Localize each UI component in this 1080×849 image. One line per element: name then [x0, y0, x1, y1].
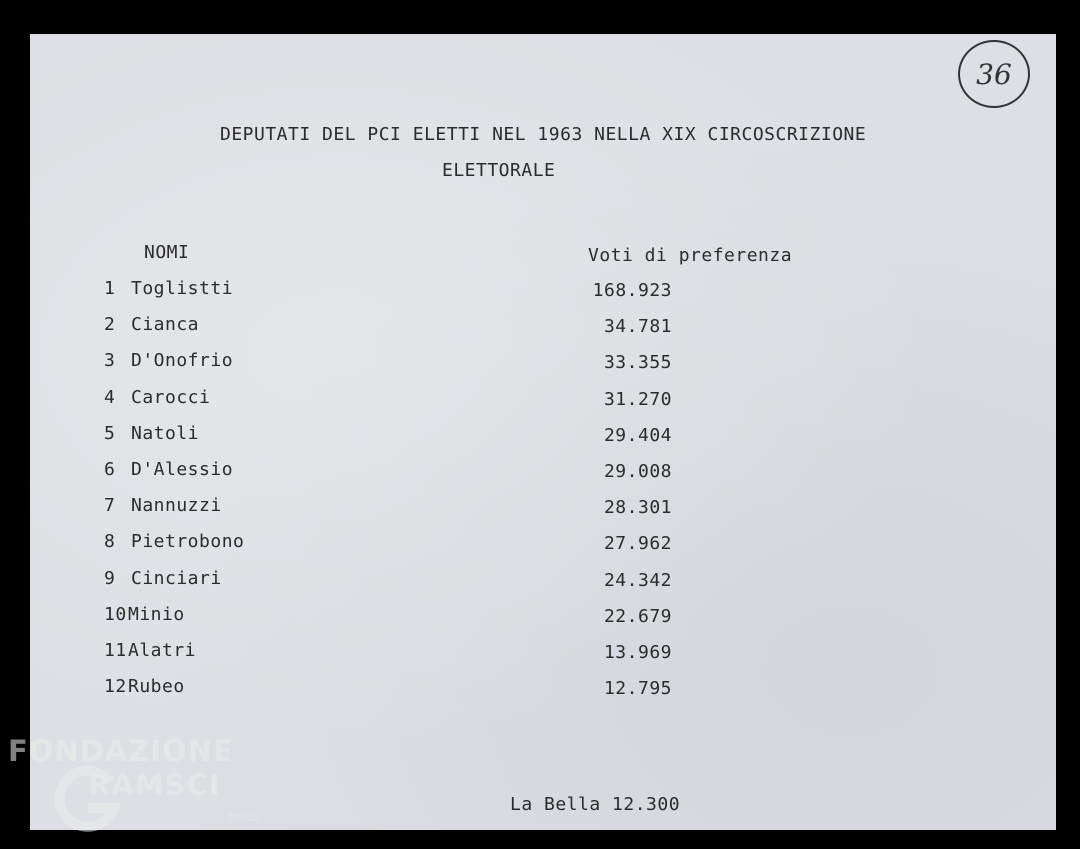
row-deputy-name: D'Onofrio: [131, 350, 234, 371]
row-deputy-name: Nannuzzi: [131, 495, 222, 516]
row-number: 7: [104, 495, 116, 516]
foundation-watermark: [8, 734, 268, 834]
row-deputy-name: Cianca: [131, 314, 200, 335]
row-preference-votes: 12.795: [603, 678, 672, 699]
column-header-votes: Voti di preferenza: [588, 245, 793, 266]
row-preference-votes: 24.342: [603, 570, 672, 591]
row-number: 1: [104, 278, 116, 299]
page-number-circled: [958, 40, 1030, 108]
row-deputy-name: Toglistti: [131, 278, 234, 299]
column-header-names: NOMI: [144, 242, 190, 263]
row-deputy-name: Alatri: [128, 640, 197, 661]
row-number: 8: [104, 531, 116, 552]
row-number: 4: [104, 387, 116, 408]
row-number: 5: [104, 423, 116, 444]
row-deputy-name: Carocci: [131, 387, 211, 408]
row-deputy-name: Minio: [128, 604, 185, 625]
watermark-line1: FONDAZIONE: [8, 734, 234, 768]
row-preference-votes: 27.962: [603, 533, 672, 554]
row-preference-votes: 13.969: [603, 642, 672, 663]
row-deputy-name: Rubeo: [128, 676, 185, 697]
row-preference-votes: 31.270: [603, 389, 672, 410]
document-title-line1: DEPUTATI DEL PCI ELETTI NEL 1963 NELLA XIX CIRCOSCRIZIONE: [220, 124, 867, 145]
row-preference-votes: 34.781: [603, 316, 672, 337]
row-deputy-name: Cinciari: [131, 568, 222, 589]
row-number: 6: [104, 459, 116, 480]
row-preference-votes: 29.404: [603, 425, 672, 446]
page-number-text: 36: [976, 57, 1012, 91]
row-number: 10: [104, 604, 127, 625]
document-title-line2: ELETTORALE: [442, 160, 556, 181]
row-deputy-name: D'Alessio: [131, 459, 234, 480]
row-number: 9: [104, 568, 116, 589]
row-preference-votes: 33.355: [603, 352, 672, 373]
watermark-onlus: onlus: [228, 810, 261, 824]
row-number: 2: [104, 314, 116, 335]
row-preference-votes: 168.923: [592, 280, 672, 301]
row-deputy-name: Pietrobono: [131, 531, 245, 552]
watermark-line2: RAMSCI: [88, 768, 221, 802]
row-preference-votes: 22.679: [603, 606, 672, 627]
row-number: 3: [104, 350, 116, 371]
row-number: 12: [104, 676, 127, 697]
row-preference-votes: 28.301: [603, 497, 672, 518]
row-deputy-name: Natoli: [131, 423, 200, 444]
row-number: 11: [104, 640, 127, 661]
row-preference-votes: 29.008: [603, 461, 672, 482]
footer-note: La Bella 12.300: [510, 794, 681, 815]
